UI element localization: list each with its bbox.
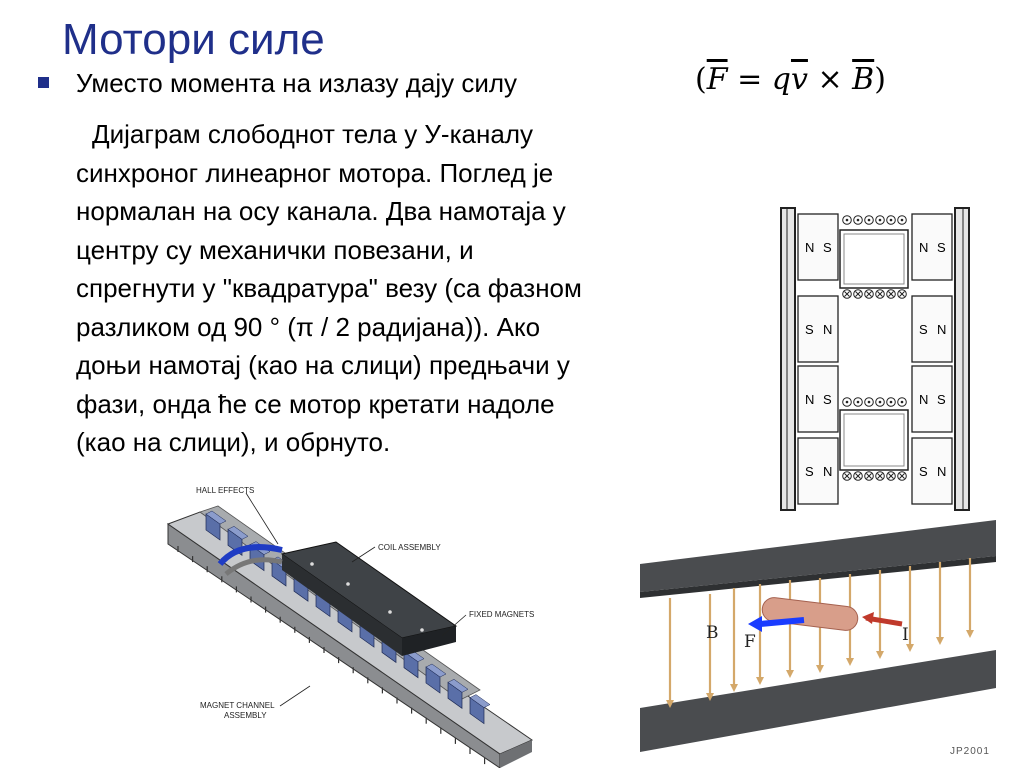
linear-motor-drawing	[160, 484, 550, 768]
formula-close-paren: )	[874, 62, 886, 97]
paragraph-line: Дијаграм слободнот тела у У-каналу	[92, 119, 533, 149]
lorentz-formula	[695, 62, 886, 97]
magnet-block	[798, 214, 838, 280]
magnet-block	[912, 214, 952, 280]
description-paragraph	[76, 115, 756, 462]
label-coil-assembly: COIL ASSEMBLY	[378, 543, 441, 552]
pole-label: S	[823, 392, 832, 407]
pole-label: N	[937, 464, 947, 479]
lower-coil	[840, 410, 908, 470]
paragraph-line: нормалан на осу канала. Два намотаја у	[76, 196, 566, 226]
pole-label: S	[805, 322, 814, 337]
free-body-diagram	[778, 206, 972, 512]
label-assembly: ASSEMBLY	[224, 711, 267, 720]
formula-field: $\overline{B}$	[852, 62, 875, 97]
label-magnet-channel: MAGNET CHANNEL	[200, 701, 275, 710]
pole-label: N	[919, 392, 929, 407]
pole-label: S	[805, 464, 814, 479]
paragraph-line: фази, онда ће се мотор кретати надоле	[76, 388, 555, 419]
label-hall-effects: HALL EFFECTS	[196, 486, 255, 495]
magnet-block	[798, 366, 838, 432]
formula-force: $\overline{F}$	[706, 62, 728, 97]
field-label: B	[706, 623, 719, 643]
bullet-square-icon	[38, 77, 49, 88]
pole-label: N	[823, 464, 833, 479]
pole-label: S	[919, 464, 928, 479]
lorentz-force-render	[640, 520, 996, 760]
paragraph-line: разликом од 90 ° (π / 2 радијана)). Ако	[76, 311, 541, 342]
paragraph-line: (као на слици), и обрнуто.	[76, 427, 391, 457]
paragraph-line: спрегнути у "квадратура" везу (са фазном	[76, 273, 582, 303]
formula-open-paren: (	[695, 62, 707, 97]
paragraph-line: центру су механички повезани, и	[76, 234, 474, 265]
force-label: F	[744, 632, 756, 652]
image-credit: JP2001	[950, 746, 990, 757]
pole-label: N	[805, 392, 815, 407]
formula-velocity: $\overline{v}$	[790, 62, 808, 97]
upper-coil	[840, 230, 908, 288]
pole-label: N	[937, 322, 947, 337]
pole-label: S	[919, 322, 928, 337]
pole-label: N	[919, 240, 929, 255]
pole-label: S	[937, 392, 946, 407]
formula-equals: =	[727, 62, 772, 97]
current-label: I	[902, 625, 909, 645]
pole-label: S	[823, 240, 832, 255]
paragraph-line: доњи намотај (као на слици) предњачи у	[76, 350, 570, 380]
force-arrow	[760, 620, 804, 624]
pole-label: S	[937, 240, 946, 255]
pole-label: N	[805, 240, 815, 255]
slide-title: Мотори силе	[62, 15, 325, 64]
formula-charge: q	[771, 62, 791, 97]
label-fixed-magnets: FIXED MAGNETS	[469, 610, 535, 619]
paragraph-line: синхроног линеарног мотора. Поглед је	[76, 157, 554, 188]
bullet-text: Уместо момента на излазу дају силу	[76, 68, 518, 98]
formula-cross: ×	[807, 62, 853, 97]
pole-label: N	[823, 322, 833, 337]
magnet-block	[912, 366, 952, 432]
